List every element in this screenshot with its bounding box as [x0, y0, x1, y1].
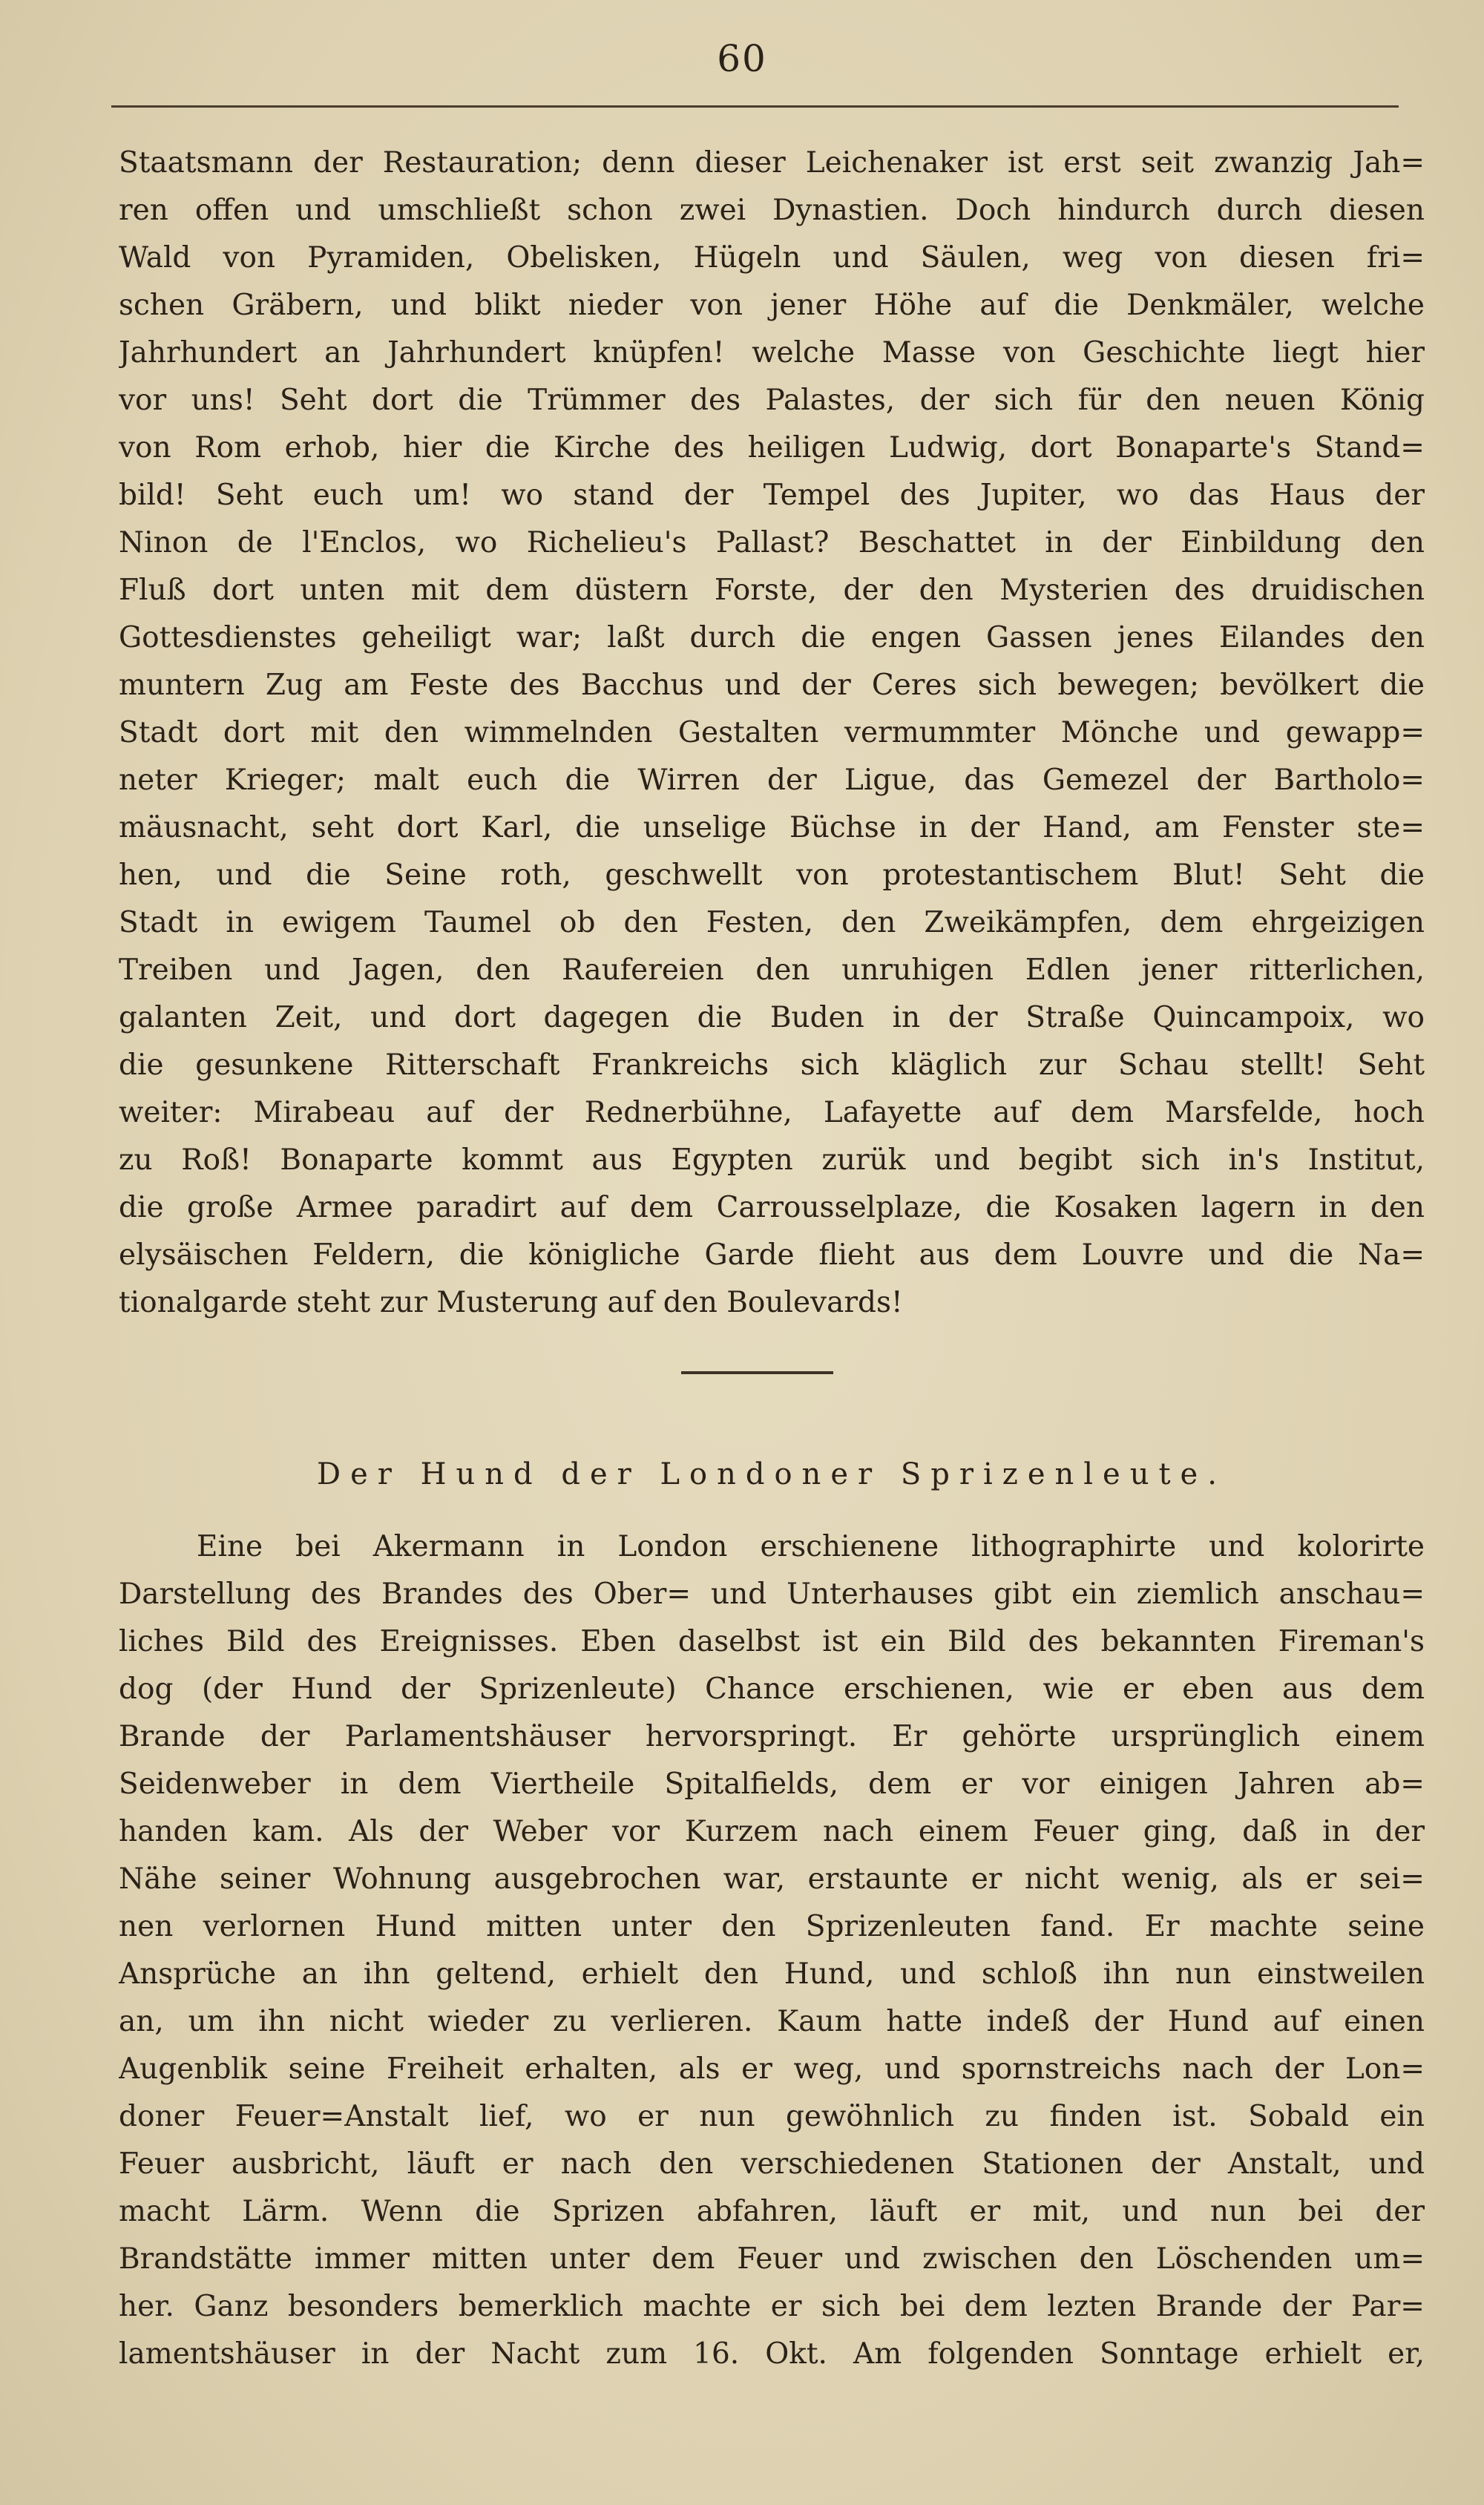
text-line: die große Armee paradirt auf dem Carrousselplaze, die Kosaken lagern in den	[119, 1191, 1425, 1224]
text-line: Gottesdienstes geheiligt war; laßt durch die engen Gassen jenes Eilandes den	[119, 621, 1425, 654]
text-line: von Rom erhob, hier die Kirche des heiligen Ludwig, dort Bonaparte's Stand=	[119, 431, 1425, 464]
section-title: Der Hund der Londoner Sprizenleute.	[317, 1457, 1227, 1491]
text-line: doner Feuer=Anstalt lief, wo er nun gewöhnlich zu finden ist. Sobald ein	[119, 2100, 1425, 2133]
text-line: Nähe seiner Wohnung ausgebrochen war, erstaunte er nicht wenig, als er sei=	[119, 1862, 1425, 1896]
text-line: Seidenweber in dem Viertheile Spitalfields, dem er vor einigen Jahren ab=	[119, 1767, 1425, 1801]
text-line: vor uns! Seht dort die Trümmer des Palastes, der sich für den neuen König	[119, 384, 1425, 417]
text-line: handen kam. Als der Weber vor Kurzem nach einem Feuer ging, daß in der	[119, 1815, 1425, 1848]
text-line: Stadt dort mit den wimmelnden Gestalten vermummter Mönche und gewapp=	[119, 716, 1425, 749]
text-line: Ansprüche an ihn geltend, erhielt den Hund, und schloß ihn nun einstweilen	[119, 1957, 1425, 1991]
text-line: Ninon de l'Enclos, wo Richelieu's Pallast? Beschattet in der Einbildung den	[119, 526, 1425, 559]
text-line: Feuer ausbricht, läuft er nach den verschiedenen Stationen der Anstalt, und	[119, 2147, 1425, 2181]
text-line: Brandstätte immer mitten unter dem Feuer und zwischen den Löschenden um=	[119, 2242, 1425, 2276]
text-line: an, um ihn nicht wieder zu verlieren. Kaum hatte indeß der Hund auf einen	[119, 2005, 1425, 2038]
text-line: muntern Zug am Feste des Bacchus und der Ceres sich bewegen; bevölkert die	[119, 669, 1425, 702]
section-divider	[681, 1371, 833, 1374]
text-line: dog (der Hund der Sprizenleute) Chance erschienen, wie er eben aus dem	[119, 1672, 1425, 1706]
page-number: 60	[717, 37, 767, 80]
text-line: lamentshäuser in der Nacht zum 16. Okt. Am folgenden Sonntage erhielt er,	[119, 2337, 1425, 2371]
text-line: Jahrhundert an Jahrhundert knüpfen! welche Masse von Geschichte liegt hier	[119, 336, 1425, 370]
text-line: liches Bild des Ereignisses. Eben daselbst ist ein Bild des bekannten Fireman's	[119, 1625, 1425, 1658]
text-line: zu Roß! Bonaparte kommt aus Egypten zurük und begibt sich in's Institut,	[119, 1143, 1425, 1177]
header-rule	[111, 105, 1399, 108]
text-line: ren offen und umschließt schon zwei Dynastien. Doch hindurch durch diesen	[119, 194, 1425, 227]
text-line: Stadt in ewigem Taumel ob den Festen, den Zweikämpfen, dem ehrgeizigen	[119, 906, 1425, 939]
text-line: her. Ganz besonders bemerklich machte er sich bei dem lezten Brande der Par=	[119, 2290, 1425, 2323]
section-1-text	[119, 139, 1425, 1327]
text-line: bild! Seht euch um! wo stand der Tempel des Jupiter, wo das Haus der	[119, 479, 1425, 512]
text-line: neter Krieger; malt euch die Wirren der Ligue, das Gemezel der Bartholo=	[119, 764, 1425, 797]
text-line: hen, und die Seine roth, geschwellt von protestantischem Blut! Seht die	[119, 858, 1425, 892]
text-line: Fluß dort unten mit dem düstern Forste, der den Mysterien des druidischen	[119, 574, 1425, 607]
text-line: Brande der Parlamentshäuser hervorspringt. Er gehörte ursprünglich einem	[119, 1720, 1425, 1753]
text-line: elysäischen Feldern, die königliche Garde flieht aus dem Louvre und die Na=	[119, 1238, 1425, 1272]
text-line: Treiben und Jagen, den Raufereien den unruhigen Edlen jener ritterlichen,	[119, 953, 1425, 987]
text-line: macht Lärm. Wenn die Sprizen abfahren, läuft er mit, und nun bei der	[119, 2195, 1425, 2228]
text-line: Augenblik seine Freiheit erhalten, als er weg, und spornstreichs nach der Lon=	[119, 2052, 1425, 2086]
section-2-text	[119, 1523, 1425, 2378]
text-line: Eine bei Akermann in London erschienene lithographirte und kolorirte	[197, 1530, 1425, 1563]
text-line: Staatsmann der Restauration; denn dieser Leichenaker ist erst seit zwanzig Jah=	[119, 146, 1425, 180]
text-line: nen verlornen Hund mitten unter den Sprizenleuten fand. Er machte seine	[119, 1910, 1425, 1943]
text-line: weiter: Mirabeau auf der Rednerbühne, Lafayette auf dem Marsfelde, hoch	[119, 1096, 1425, 1129]
text-line: mäusnacht, seht dort Karl, die unselige Büchse in der Hand, am Fenster ste=	[119, 811, 1425, 844]
text-line: schen Gräbern, und blikt nieder von jener Höhe auf die Denkmäler, welche	[119, 289, 1425, 322]
text-line: tionalgarde steht zur Musterung auf den Boulevards!	[119, 1286, 903, 1319]
text-line: die gesunkene Ritterschaft Frankreichs sich kläglich zur Schau stellt! Seht	[119, 1048, 1425, 1082]
text-line: Darstellung des Brandes des Ober= und Unterhauses gibt ein ziemlich anschau=	[119, 1577, 1425, 1611]
text-line: galanten Zeit, und dort dagegen die Buden in der Straße Quincampoix, wo	[119, 1001, 1425, 1034]
text-line: Wald von Pyramiden, Obelisken, Hügeln und Säulen, weg von diesen fri=	[119, 241, 1425, 275]
